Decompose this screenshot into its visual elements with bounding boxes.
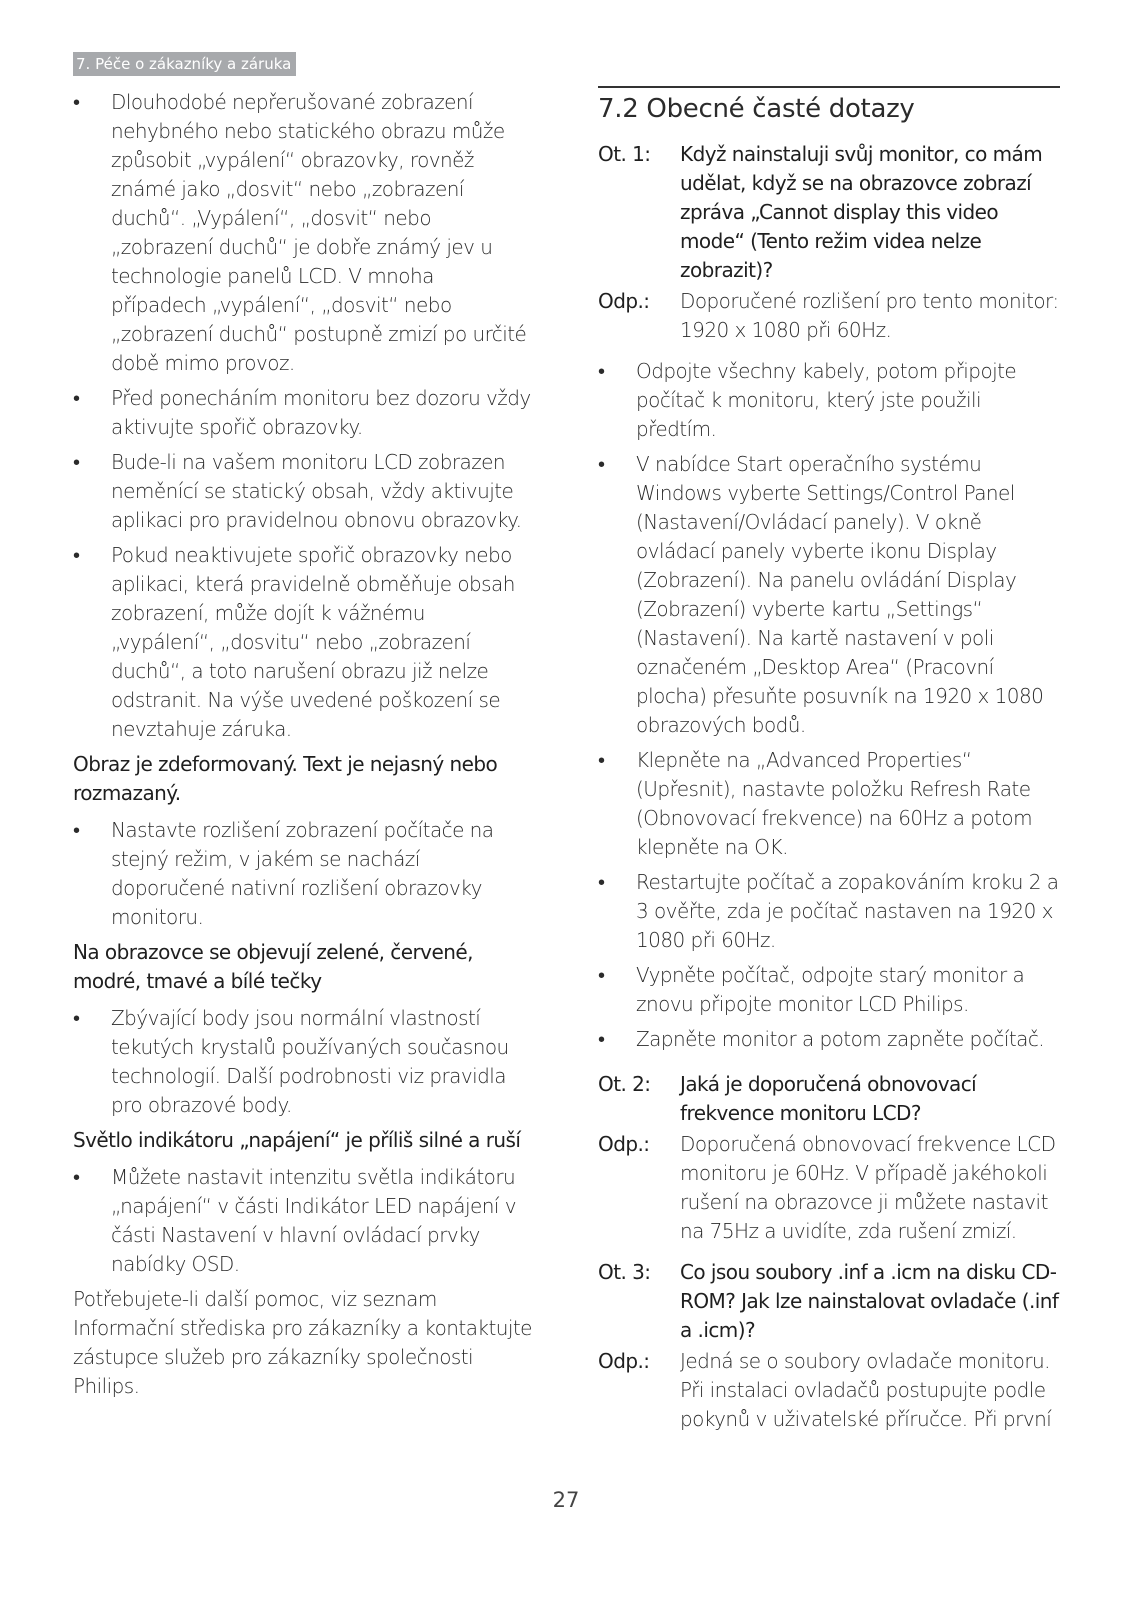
list-item-text: Vypněte počítač, odpojte starý monitor a znovu připojte monitor LCD Philips. (636, 963, 1025, 1016)
bullet-dot: • (598, 748, 605, 772)
bullet-dot: • (598, 359, 605, 383)
left-column (73, 88, 533, 1401)
question-text: Co jsou soubory .inf a .icm na disku CD-ROM? Jak lze nainstalovat ovladače (.inf a .icm)? (680, 1260, 1059, 1342)
answer-1-steps (598, 357, 1060, 1054)
list-item-text: Zbývající body jsou normální vlastností tekutých krystalů používaných současnou technologií. Další podrobnosti viz pravidla pro obrazové body. (111, 1006, 509, 1117)
list-item (73, 88, 533, 378)
answer-text: Jedná se o soubory ovladače monitoru. Při instalaci ovladačů postupujte podle pokynů v uživatelské příručce. Při první (680, 1349, 1052, 1431)
question-3 (598, 1258, 1060, 1345)
list-item (73, 448, 533, 535)
bullet-list-pixels (73, 1004, 533, 1120)
bullet-dot: • (73, 1006, 80, 1030)
heading-colored-dots: Na obrazovce se objevují zelené, červené, modré, tmavé a bílé tečky (73, 940, 473, 993)
list-item (598, 961, 1060, 1019)
bullet-dot: • (73, 90, 80, 114)
list-item-text: Bude-li na vašem monitoru LCD zobrazen neměnící se statický obsah, vždy aktivujte aplikaci pro pravidelnou obnovu obrazovky. (111, 450, 522, 532)
bullet-dot: • (598, 870, 605, 894)
page-number: 27 (552, 1488, 580, 1512)
list-item (73, 816, 533, 932)
heading-distorted-image: Obraz je zdeformovaný. Text je nejasný nebo rozmazaný. (73, 752, 498, 805)
bullet-dot: • (73, 543, 80, 567)
question-label: Ot. 3: (598, 1260, 651, 1284)
answer-label: Odp.: (598, 289, 650, 313)
section-rule (598, 86, 1060, 88)
answer-label: Odp.: (598, 1349, 650, 1373)
list-item-text: Před ponecháním monitoru bez dozoru vždy aktivujte spořič obrazovky. (111, 386, 531, 439)
list-item-text: Pokud neaktivujete spořič obrazovky nebo aplikaci, která pravidelně obměňuje obsah zobrazení, může dojít k vážnému „vypálení“, „dosvitu“ nebo „zobrazení duchů“, a toto narušení obrazu již nelze odstranit. Na výše uvedené poškození se nevztahuje záruka. (111, 543, 515, 741)
bullet-dot: • (598, 452, 605, 476)
question-text: Když nainstaluji svůj monitor, co mám udělat, když se na obrazovce zobrazí zpráva „Cannot display this video mode“ (Tento režim videa nelze zobrazit)? (680, 142, 1043, 282)
bullet-dot: • (73, 450, 80, 474)
section-tab: 7. Péče o zákazníky a záruka (73, 52, 296, 76)
answer-label: Odp.: (598, 1132, 650, 1156)
question-text: Jaká je doporučená obnovovací frekvence monitoru LCD? (680, 1072, 977, 1125)
answer-3 (598, 1347, 1060, 1434)
answer-text: Doporučená obnovovací frekvence LCD monitoru je 60Hz. V případě jakéhokoli rušení na obrazovce ji můžete nastavit na 75Hz a uvidíte, zda rušení zmizí. (680, 1132, 1056, 1243)
list-item-text: Klepněte na „Advanced Properties“ (Upřesnit), nastavte položku Refresh Rate (Obnovovací frekvence) na 60Hz a potom klepněte na OK. (636, 748, 1033, 859)
answer-1 (598, 287, 1060, 345)
answer-text: Doporučené rozlišení pro tento monitor: 1920 x 1080 při 60Hz. (680, 289, 1059, 342)
question-1 (598, 140, 1060, 285)
list-item-text: Můžete nastavit intenzitu světla indikátoru „napájení“ v části Indikátor LED napájení v části Nastavení v hlavní ovládací prvky nabídky OSD. (111, 1165, 516, 1276)
list-item (598, 450, 1060, 740)
bullet-list-burn-in (73, 88, 533, 744)
bullet-dot: • (598, 963, 605, 987)
closing-paragraph: Potřebujete-li další pomoc, viz seznam Informační střediska pro zákazníky a kontaktujte zástupce služeb pro zákazníky společnosti Philips. (73, 1287, 532, 1398)
list-item (73, 384, 533, 442)
bullet-dot: • (73, 386, 80, 410)
right-column (598, 86, 1060, 1436)
list-item (598, 868, 1060, 955)
bullet-list-resolution (73, 816, 533, 932)
bullet-dot: • (598, 1027, 605, 1051)
list-item (598, 746, 1060, 862)
list-item-text: Restartujte počítač a zopakováním kroku 2 a 3 ověřte, zda je počítač nastaven na 1920 x 1080 při 60Hz. (636, 870, 1059, 952)
bullet-list-power-led (73, 1163, 533, 1279)
question-2 (598, 1070, 1060, 1128)
answer-2 (598, 1130, 1060, 1246)
section-title: 7.2 Obecné časté dotazy (598, 94, 915, 124)
question-label: Ot. 1: (598, 142, 651, 166)
heading-power-led: Světlo indikátoru „napájení“ je příliš silné a ruší (73, 1128, 521, 1152)
list-item (598, 1025, 1060, 1054)
list-item-text: Dlouhodobé nepřerušované zobrazení nehybného nebo statického obrazu může způsobit „vypálení“ obrazovky, rovněž známé jako „dosvit“ nebo „zobrazení duchů“. „Vypálení“, „dosvit“ nebo „zobrazení duchů“ je dobře známý jev u technologie panelů LCD. V mnoha případech „vypálení“, „dosvit“ nebo „zobrazení duchů“ postupně zmizí po určité době mimo provoz. (111, 90, 527, 375)
list-item (598, 357, 1060, 444)
bullet-dot: • (73, 818, 80, 842)
list-item (73, 1163, 533, 1279)
list-item-text: Nastavte rozlišení zobrazení počítače na stejný režim, v jakém se nachází doporučené nativní rozlišení obrazovky monitoru. (111, 818, 494, 929)
list-item-text: Odpojte všechny kabely, potom připojte počítač k monitoru, který jste použili předtím. (636, 359, 1017, 441)
list-item (73, 541, 533, 744)
bullet-dot: • (73, 1165, 80, 1189)
list-item (73, 1004, 533, 1120)
list-item-text: V nabídce Start operačního systému Windows vyberte Settings/Control Panel (Nastavení/Ovládací panely). V okně ovládací panely vyberte ikonu Display (Zobrazení). Na panelu ovládání Display (Zobrazení) vyberte kartu „Settings“ (Nastavení). Na kartě nastavení v poli označeném „Desktop Area“ (Pracovní plocha) přesuňte posuvník na 1920 x 1080 obrazových bodů. (636, 452, 1044, 737)
question-label: Ot. 2: (598, 1072, 651, 1096)
list-item-text: Zapněte monitor a potom zapněte počítač. (636, 1027, 1045, 1051)
